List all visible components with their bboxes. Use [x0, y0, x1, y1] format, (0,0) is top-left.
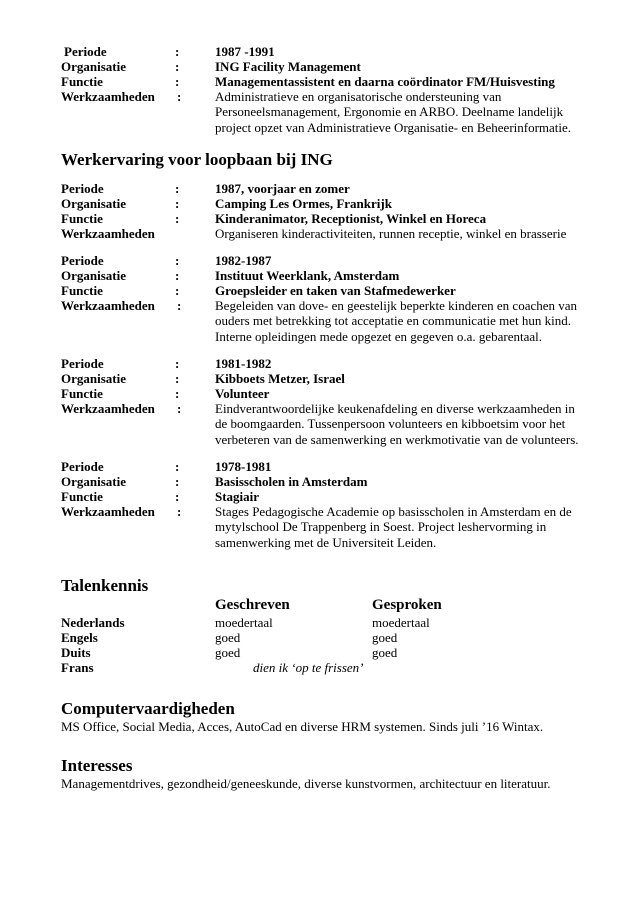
job-block [61, 253, 581, 344]
section-heading-ing: Werkervaring voor loopbaan bij ING [61, 149, 333, 169]
spoken-level: moedertaal [372, 614, 430, 630]
section-heading-talen: Talenkennis [61, 575, 149, 595]
organisatie-value: Instituut Weerklank, Amsterdam [215, 268, 400, 284]
werk-line: Begeleiden van dove- en geestelijk beperkte kinderen en coachen van [215, 298, 578, 314]
periode-value: 1982-1987 [215, 253, 272, 269]
functie-label: Functie [61, 74, 103, 89]
colon: : [175, 210, 180, 226]
colon: : [177, 89, 182, 104]
colon: : [175, 283, 180, 299]
werk-description [215, 89, 581, 135]
organisatie-label: Organisatie [61, 473, 126, 489]
organisatie-value: Kibboets Metzer, Israel [215, 371, 345, 387]
column-header-spoken: Gesproken [372, 596, 442, 613]
language-name: Frans [61, 659, 94, 675]
periode-label: Periode [64, 44, 107, 59]
colon: : [175, 356, 180, 372]
spoken-level: goed [372, 644, 398, 660]
werk-description [215, 226, 581, 241]
periode-label: Periode [61, 458, 104, 474]
colon: : [175, 44, 180, 59]
organisatie-label: Organisatie [61, 195, 126, 211]
functie-value: Groepsleider en taken van Stafmedewerker [215, 283, 456, 299]
functie-label: Functie [61, 210, 103, 226]
werk-label: Werkzaamheden [61, 401, 155, 417]
organisatie-label: Organisatie [61, 371, 126, 387]
functie-value: Stagiair [215, 488, 260, 504]
colon: : [177, 401, 182, 417]
language-row [61, 630, 581, 645]
colon: : [175, 473, 180, 489]
periode-value: 1978-1981 [215, 458, 272, 474]
language-row [61, 645, 581, 660]
colon: : [175, 59, 180, 74]
werk-line: Eindverantwoordelijke keukenafdeling en diverse werkzaamheden in [215, 401, 575, 417]
colon: : [175, 488, 180, 504]
language-note: dien ik ‘op te frissen’ [253, 659, 364, 675]
language-table-header [61, 597, 581, 615]
organisatie-value: ING Facility Management [215, 59, 361, 74]
organisatie-value: Basisscholen in Amsterdam [215, 473, 368, 489]
language-row [61, 660, 581, 675]
werk-line: de boomgaarden. Tussenpersoon volunteers en kibboetsim voor het [215, 416, 566, 432]
werk-label: Werkzaamheden [61, 298, 155, 314]
periode-label: Periode [61, 180, 104, 196]
computer-skills-text: MS Office, Social Media, Acces, AutoCad en diverse HRM systemen. Sinds juli ’16 Wintax. [61, 718, 544, 734]
functie-label: Functie [61, 488, 103, 504]
colon: : [175, 253, 180, 269]
colon: : [177, 298, 182, 314]
periode-value: 1987, voorjaar en zomer [215, 180, 350, 196]
organisatie-value: Camping Les Ormes, Frankrijk [215, 195, 392, 211]
colon: : [175, 180, 180, 196]
werk-line: Organiseren kinderactiviteiten, runnen receptie, winkel en brasserie [215, 225, 567, 241]
colon: : [175, 74, 180, 89]
periode-label: Periode [61, 356, 104, 372]
colon: : [175, 195, 180, 211]
language-row [61, 615, 581, 630]
werk-line: mytylschool De Trappenberg in Soest. Project leshervorming in [215, 519, 547, 535]
colon: : [177, 503, 182, 519]
periode-value: 1987 -1991 [215, 44, 275, 59]
werk-line: Stages Pedagogische Academie op basisscholen in Amsterdam en de [215, 503, 572, 519]
colon: : [175, 386, 180, 402]
column-header-written: Geschreven [215, 596, 290, 613]
spoken-level: goed [372, 629, 398, 645]
job-block [61, 459, 581, 550]
functie-value: Managementassistent en daarna coördinator FM/Huisvesting [215, 74, 555, 89]
werk-line: samenwerking met de Universiteit Leiden. [215, 534, 437, 550]
job-block [61, 181, 581, 241]
werk-label: Werkzaamheden [61, 89, 155, 104]
organisatie-label: Organisatie [61, 268, 126, 284]
colon: : [175, 458, 180, 474]
organisatie-label: Organisatie [61, 59, 126, 74]
language-name: Engels [61, 629, 98, 645]
werk-line: ouders met betrekking tot acceptatie en communicatie met hun kind. [215, 313, 571, 329]
werk-description [215, 401, 581, 447]
werk-description [215, 298, 581, 344]
werk-description [215, 504, 581, 550]
colon: : [175, 371, 180, 387]
functie-value: Kinderanimator, Receptionist, Winkel en Horeca [215, 210, 487, 226]
written-level: goed [215, 644, 241, 660]
functie-label: Functie [61, 283, 103, 299]
periode-label: Periode [61, 253, 104, 269]
written-level: moedertaal [215, 614, 273, 630]
werk-label: Werkzaamheden [61, 503, 155, 519]
section-heading-interesses: Interesses [61, 755, 133, 775]
colon: : [175, 268, 180, 284]
job-block-ing [61, 44, 581, 135]
job-block [61, 356, 581, 447]
written-level: goed [215, 629, 241, 645]
werk-line: Interne opleidingen mede opgezet en gegeven o.a. gebarentaal. [215, 328, 543, 344]
werk-line: Administratieve en organisatorische ondersteuning van [215, 89, 502, 104]
werk-line: verbeteren van de samenwerking en werkmotivatie van de volunteers. [215, 431, 579, 447]
language-name: Nederlands [61, 614, 125, 630]
periode-value: 1981-1982 [215, 356, 272, 372]
section-heading-computer: Computervaardigheden [61, 698, 235, 718]
interests-text: Managementdrives, gezondheid/geneeskunde, diverse kunstvormen, architectuur en literatuur. [61, 775, 551, 791]
functie-label: Functie [61, 386, 103, 402]
werk-line: project opzet van Administratieve Organisatie- en Beheerinformatie. [215, 119, 572, 135]
werk-label: Werkzaamheden [61, 225, 155, 241]
language-name: Duits [61, 644, 91, 660]
functie-value: Volunteer [215, 386, 270, 402]
werk-line: Personeelsmanagement, Ergonomie en ARBO. Deelname landelijk [215, 104, 564, 120]
cv-page [61, 44, 581, 791]
